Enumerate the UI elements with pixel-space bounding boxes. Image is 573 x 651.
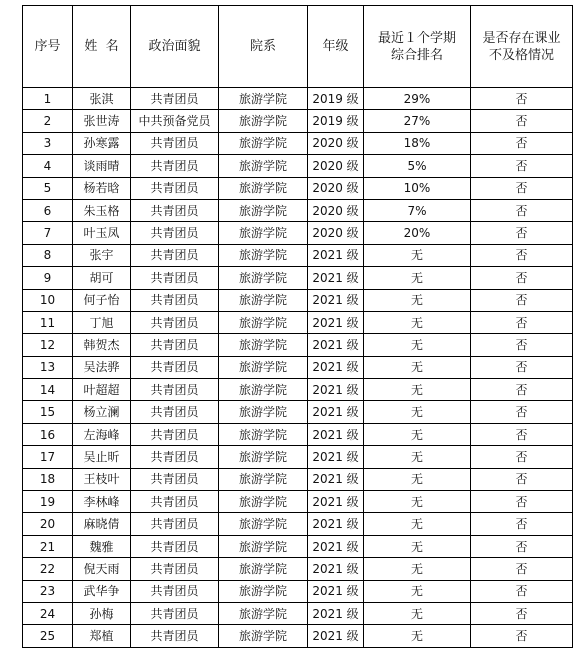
cell-department: 旅游学院 [219, 177, 308, 199]
cell-name: 丁旭 [73, 311, 131, 333]
cell-grade: 2020 级 [308, 199, 364, 221]
cell-failed-courses: 否 [471, 446, 573, 468]
header-failed-line2: 不及格情况 [488, 47, 554, 63]
table-row [23, 267, 573, 289]
table-row [23, 513, 573, 535]
cell-department: 旅游学院 [219, 289, 308, 311]
cell-failed-courses: 否 [471, 535, 573, 557]
cell-index: 10 [23, 289, 73, 311]
table-row [23, 334, 573, 356]
cell-department: 旅游学院 [219, 602, 308, 624]
cell-department: 旅游学院 [219, 155, 308, 177]
cell-grade: 2021 级 [308, 491, 364, 513]
header-row [23, 6, 573, 88]
cell-name: 胡可 [73, 267, 131, 289]
cell-index: 19 [23, 491, 73, 513]
table-row [23, 468, 573, 490]
table-row [23, 625, 573, 647]
cell-grade: 2020 级 [308, 132, 364, 154]
cell-political-status: 共青团员 [131, 379, 219, 401]
cell-grade: 2021 级 [308, 267, 364, 289]
student-table-sheet [22, 5, 573, 648]
header-name: 姓 名 [73, 6, 131, 88]
cell-grade: 2020 级 [308, 177, 364, 199]
cell-ranking: 无 [364, 491, 471, 513]
cell-name: 韩贺杰 [73, 334, 131, 356]
cell-grade: 2021 级 [308, 289, 364, 311]
cell-grade: 2021 级 [308, 602, 364, 624]
cell-political-status: 共青团员 [131, 535, 219, 557]
cell-grade: 2021 级 [308, 356, 364, 378]
table-row [23, 423, 573, 445]
cell-index: 15 [23, 401, 73, 423]
cell-political-status: 共青团员 [131, 289, 219, 311]
cell-failed-courses: 否 [471, 311, 573, 333]
table-row [23, 356, 573, 378]
header-department: 院系 [219, 6, 308, 88]
cell-name: 朱玉格 [73, 199, 131, 221]
cell-ranking: 无 [364, 289, 471, 311]
table-row [23, 379, 573, 401]
cell-political-status: 共青团员 [131, 558, 219, 580]
student-table [22, 5, 573, 648]
cell-index: 12 [23, 334, 73, 356]
cell-name: 孙寒露 [73, 132, 131, 154]
cell-failed-courses: 否 [471, 423, 573, 445]
header-ranking-line1: 最近１个学期 [377, 30, 456, 46]
table-row [23, 177, 573, 199]
cell-name: 武华争 [73, 580, 131, 602]
header-ranking-line2: 综合排名 [390, 47, 443, 63]
cell-department: 旅游学院 [219, 625, 308, 647]
cell-political-status: 共青团员 [131, 132, 219, 154]
cell-political-status: 共青团员 [131, 446, 219, 468]
cell-grade: 2021 级 [308, 401, 364, 423]
cell-department: 旅游学院 [219, 199, 308, 221]
cell-grade: 2021 级 [308, 535, 364, 557]
cell-index: 18 [23, 468, 73, 490]
cell-ranking: 27% [364, 110, 471, 132]
cell-grade: 2021 级 [308, 446, 364, 468]
cell-failed-courses: 否 [471, 491, 573, 513]
cell-ranking: 29% [364, 88, 471, 110]
cell-failed-courses: 否 [471, 177, 573, 199]
cell-name: 杨立澜 [73, 401, 131, 423]
cell-ranking: 无 [364, 602, 471, 624]
cell-ranking: 10% [364, 177, 471, 199]
cell-grade: 2021 级 [308, 625, 364, 647]
cell-political-status: 共青团员 [131, 625, 219, 647]
table-row [23, 401, 573, 423]
cell-index: 24 [23, 602, 73, 624]
cell-name: 张淇 [73, 88, 131, 110]
cell-political-status: 共青团员 [131, 88, 219, 110]
cell-failed-courses: 否 [471, 334, 573, 356]
cell-political-status: 共青团员 [131, 423, 219, 445]
cell-political-status: 共青团员 [131, 222, 219, 244]
cell-failed-courses: 否 [471, 379, 573, 401]
cell-index: 7 [23, 222, 73, 244]
cell-department: 旅游学院 [219, 222, 308, 244]
table-row [23, 110, 573, 132]
cell-grade: 2021 级 [308, 513, 364, 535]
cell-failed-courses: 否 [471, 289, 573, 311]
cell-political-status: 共青团员 [131, 267, 219, 289]
cell-grade: 2021 级 [308, 423, 364, 445]
table-row [23, 244, 573, 266]
cell-political-status: 共青团员 [131, 177, 219, 199]
cell-name: 李林峰 [73, 491, 131, 513]
table-row [23, 602, 573, 624]
table-row [23, 311, 573, 333]
cell-political-status: 共青团员 [131, 401, 219, 423]
cell-department: 旅游学院 [219, 513, 308, 535]
table-row [23, 155, 573, 177]
cell-grade: 2021 级 [308, 379, 364, 401]
cell-department: 旅游学院 [219, 535, 308, 557]
table-row [23, 222, 573, 244]
table-row [23, 88, 573, 110]
cell-failed-courses: 否 [471, 110, 573, 132]
cell-grade: 2020 级 [308, 222, 364, 244]
cell-index: 20 [23, 513, 73, 535]
cell-name: 张宇 [73, 244, 131, 266]
cell-department: 旅游学院 [219, 558, 308, 580]
cell-political-status: 共青团员 [131, 602, 219, 624]
cell-index: 2 [23, 110, 73, 132]
cell-ranking: 7% [364, 199, 471, 221]
cell-index: 11 [23, 311, 73, 333]
cell-department: 旅游学院 [219, 401, 308, 423]
cell-name: 何子怡 [73, 289, 131, 311]
cell-ranking: 无 [364, 244, 471, 266]
cell-political-status: 共青团员 [131, 311, 219, 333]
cell-index: 14 [23, 379, 73, 401]
cell-ranking: 无 [364, 446, 471, 468]
cell-failed-courses: 否 [471, 199, 573, 221]
table-row [23, 558, 573, 580]
cell-political-status: 中共预备党员 [131, 110, 219, 132]
header-political-status: 政治面貌 [131, 6, 219, 88]
cell-grade: 2021 级 [308, 468, 364, 490]
cell-failed-courses: 否 [471, 88, 573, 110]
cell-department: 旅游学院 [219, 244, 308, 266]
cell-name: 倪天雨 [73, 558, 131, 580]
table-row [23, 446, 573, 468]
cell-index: 1 [23, 88, 73, 110]
cell-name: 叶超超 [73, 379, 131, 401]
table-row [23, 535, 573, 557]
cell-index: 4 [23, 155, 73, 177]
cell-name: 郑植 [73, 625, 131, 647]
table-row [23, 289, 573, 311]
cell-index: 13 [23, 356, 73, 378]
cell-index: 17 [23, 446, 73, 468]
cell-ranking: 5% [364, 155, 471, 177]
cell-failed-courses: 否 [471, 222, 573, 244]
table-row [23, 199, 573, 221]
cell-ranking: 无 [364, 379, 471, 401]
cell-name: 张世涛 [73, 110, 131, 132]
cell-grade: 2019 级 [308, 110, 364, 132]
cell-department: 旅游学院 [219, 311, 308, 333]
cell-name: 麻晓倩 [73, 513, 131, 535]
cell-failed-courses: 否 [471, 267, 573, 289]
table-body [23, 88, 573, 648]
cell-name: 杨若晗 [73, 177, 131, 199]
cell-failed-courses: 否 [471, 468, 573, 490]
cell-department: 旅游学院 [219, 88, 308, 110]
cell-name: 孙梅 [73, 602, 131, 624]
cell-name: 吴法骅 [73, 356, 131, 378]
cell-department: 旅游学院 [219, 491, 308, 513]
cell-failed-courses: 否 [471, 155, 573, 177]
cell-index: 21 [23, 535, 73, 557]
table-row [23, 491, 573, 513]
cell-index: 8 [23, 244, 73, 266]
cell-failed-courses: 否 [471, 513, 573, 535]
cell-department: 旅游学院 [219, 580, 308, 602]
cell-ranking: 无 [364, 580, 471, 602]
cell-name: 王枝叶 [73, 468, 131, 490]
cell-ranking: 20% [364, 222, 471, 244]
cell-political-status: 共青团员 [131, 244, 219, 266]
cell-name: 谈雨晴 [73, 155, 131, 177]
cell-name: 叶玉凤 [73, 222, 131, 244]
cell-ranking: 无 [364, 625, 471, 647]
cell-ranking: 无 [364, 513, 471, 535]
header-index: 序号 [23, 6, 73, 88]
header-failed-line1: 是否存在课业 [482, 30, 561, 46]
cell-grade: 2021 级 [308, 244, 364, 266]
cell-index: 6 [23, 199, 73, 221]
cell-department: 旅游学院 [219, 379, 308, 401]
cell-name: 吴止昕 [73, 446, 131, 468]
cell-department: 旅游学院 [219, 132, 308, 154]
cell-grade: 2019 级 [308, 88, 364, 110]
cell-department: 旅游学院 [219, 423, 308, 445]
cell-ranking: 18% [364, 132, 471, 154]
cell-ranking: 无 [364, 423, 471, 445]
cell-index: 5 [23, 177, 73, 199]
cell-failed-courses: 否 [471, 401, 573, 423]
cell-ranking: 无 [364, 468, 471, 490]
cell-political-status: 共青团员 [131, 199, 219, 221]
cell-index: 16 [23, 423, 73, 445]
cell-failed-courses: 否 [471, 356, 573, 378]
cell-department: 旅游学院 [219, 468, 308, 490]
cell-political-status: 共青团员 [131, 468, 219, 490]
table-row [23, 580, 573, 602]
cell-department: 旅游学院 [219, 110, 308, 132]
cell-index: 3 [23, 132, 73, 154]
cell-grade: 2021 级 [308, 311, 364, 333]
header-ranking [364, 6, 471, 88]
cell-failed-courses: 否 [471, 558, 573, 580]
cell-grade: 2020 级 [308, 155, 364, 177]
cell-index: 22 [23, 558, 73, 580]
cell-ranking: 无 [364, 535, 471, 557]
cell-grade: 2021 级 [308, 580, 364, 602]
cell-failed-courses: 否 [471, 625, 573, 647]
cell-grade: 2021 级 [308, 558, 364, 580]
cell-political-status: 共青团员 [131, 513, 219, 535]
table-row [23, 132, 573, 154]
cell-ranking: 无 [364, 401, 471, 423]
cell-index: 25 [23, 625, 73, 647]
cell-name: 左海峰 [73, 423, 131, 445]
cell-grade: 2021 级 [308, 334, 364, 356]
cell-failed-courses: 否 [471, 244, 573, 266]
cell-ranking: 无 [364, 558, 471, 580]
cell-political-status: 共青团员 [131, 356, 219, 378]
cell-index: 9 [23, 267, 73, 289]
cell-political-status: 共青团员 [131, 334, 219, 356]
cell-index: 23 [23, 580, 73, 602]
cell-department: 旅游学院 [219, 267, 308, 289]
cell-department: 旅游学院 [219, 334, 308, 356]
cell-failed-courses: 否 [471, 602, 573, 624]
cell-failed-courses: 否 [471, 580, 573, 602]
header-failed-courses [471, 6, 573, 88]
cell-political-status: 共青团员 [131, 155, 219, 177]
cell-ranking: 无 [364, 311, 471, 333]
cell-political-status: 共青团员 [131, 580, 219, 602]
cell-political-status: 共青团员 [131, 491, 219, 513]
cell-department: 旅游学院 [219, 446, 308, 468]
cell-failed-courses: 否 [471, 132, 573, 154]
cell-name: 魏雅 [73, 535, 131, 557]
header-grade: 年级 [308, 6, 364, 88]
cell-ranking: 无 [364, 267, 471, 289]
cell-ranking: 无 [364, 356, 471, 378]
cell-ranking: 无 [364, 334, 471, 356]
cell-department: 旅游学院 [219, 356, 308, 378]
